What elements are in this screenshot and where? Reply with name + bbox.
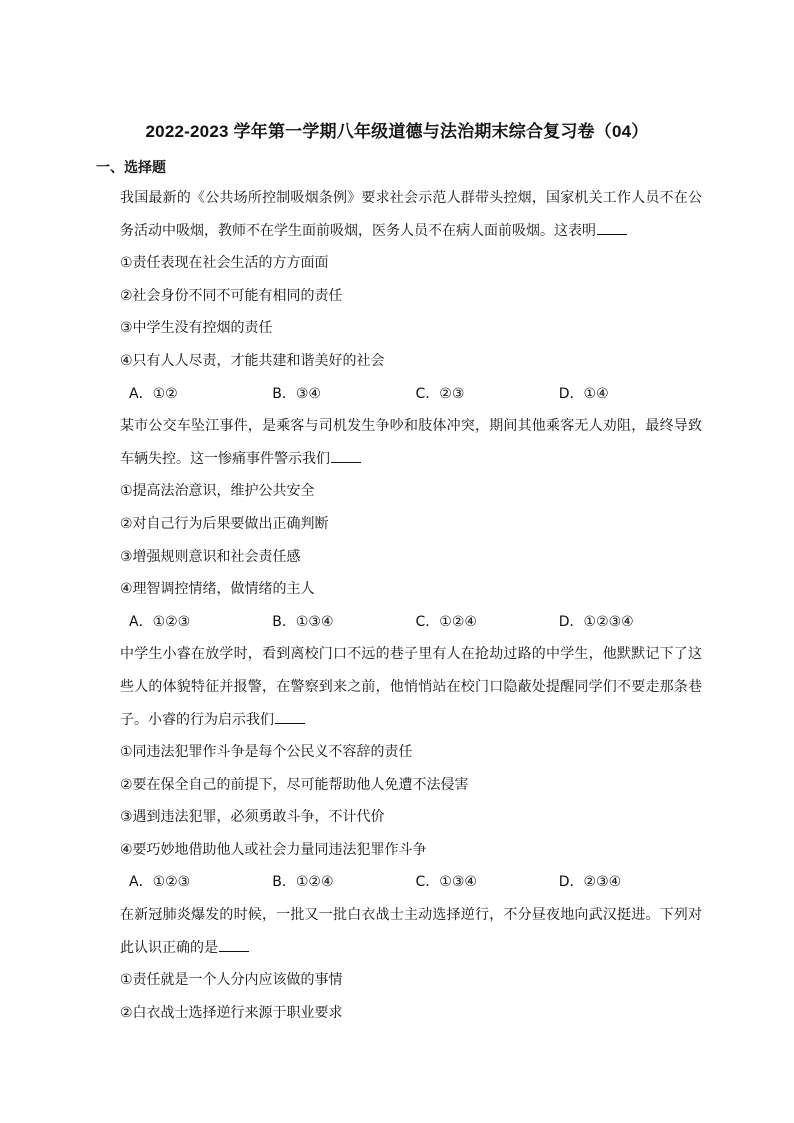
statement: ②对自己行为后果要做出正确判断 xyxy=(120,515,329,532)
option-a: A．①② xyxy=(129,385,178,402)
question-1 xyxy=(120,182,702,410)
option-b: B．①②④ xyxy=(272,874,334,891)
answer-blank xyxy=(219,937,249,952)
statement: ④要巧妙地借助他人或社会力量同违法犯罪作斗争 xyxy=(120,841,427,858)
statement: ②社会身份不同不可能有相同的责任 xyxy=(120,287,343,304)
question-stem: 中学生小睿在放学时，看到离校门口不远的巷子里有人在抢劫过路的中学生，他默默记下了这些人的体貌特征并报警，在警察到来之前，他悄悄站在校门口隐蔽处提醒同学们不要走那条巷子。小睿的行为启示我们 xyxy=(120,646,702,728)
option-c: C．①②④ xyxy=(415,613,477,630)
statement: ③增强规则意识和社会责任感 xyxy=(120,548,301,565)
answer-options xyxy=(120,866,702,899)
statement: ②白衣战士选择逆行来源于职业要求 xyxy=(120,1004,343,1021)
option-d: D．①④ xyxy=(558,385,609,402)
statement: ④理智调控情绪，做情绪的主人 xyxy=(120,581,315,598)
option-a: A．①②③ xyxy=(129,613,191,630)
statement: ②要在保全自己的前提下，尽可能帮助他人免遭不法侵害 xyxy=(120,776,469,793)
option-b: B．①③④ xyxy=(272,613,334,630)
question-3 xyxy=(120,638,702,899)
statement: ①同违法犯罪作斗争是每个公民义不容辞的责任 xyxy=(120,744,413,761)
answer-options xyxy=(120,378,702,411)
option-c: C．②③ xyxy=(415,385,465,402)
statement: ③遇到违法犯罪，必须勇敢斗争，不计代价 xyxy=(120,809,385,826)
statement: ④只有人人尽责，才能共建和谐美好的社会 xyxy=(120,352,385,369)
answer-blank xyxy=(597,220,627,235)
section-heading: 一、选择题 xyxy=(96,160,166,176)
question-stem: 某市公交车坠江事件，是乘客与司机发生争吵和肢体冲突，期间其他乘客无人劝阻，最终导致车辆失控。这一惨痛事件警示我们 xyxy=(120,418,702,467)
option-c: C．①③④ xyxy=(415,874,477,891)
statement: ①提高法治意识，维护公共安全 xyxy=(120,483,315,500)
question-stem: 我国最新的《公共场所控制吸烟条例》要求社会示范人群带头控烟，国家机关工作人员不在公务活动中吸烟，教师不在学生面前吸烟，医务人员不在病人面前吸烟。这表明 xyxy=(120,190,702,239)
answer-blank xyxy=(331,448,361,463)
option-d: D．②③④ xyxy=(558,874,622,891)
question-4 xyxy=(120,899,702,1029)
option-a: A．①②③ xyxy=(129,874,191,891)
answer-blank xyxy=(275,709,305,724)
question-stem: 在新冠肺炎爆发的时候，一批又一批白衣战士主动选择逆行，不分昼夜地向武汉挺进。下列对此认识正确的是 xyxy=(120,907,702,956)
question-2 xyxy=(120,410,702,638)
statement: ①责任表现在社会生活的方方面面 xyxy=(120,255,329,272)
answer-options xyxy=(120,606,702,639)
document-title: 2022-2023 学年第一学期八年级道德与法治期末综合复习卷（04） xyxy=(145,122,649,141)
statement: ③中学生没有控烟的责任 xyxy=(120,320,273,337)
statement: ①责任就是一个人分内应该做的事情 xyxy=(120,972,343,989)
option-b: B．③④ xyxy=(272,385,321,402)
question-list xyxy=(120,182,702,1029)
option-d: D．①②③④ xyxy=(558,613,634,630)
